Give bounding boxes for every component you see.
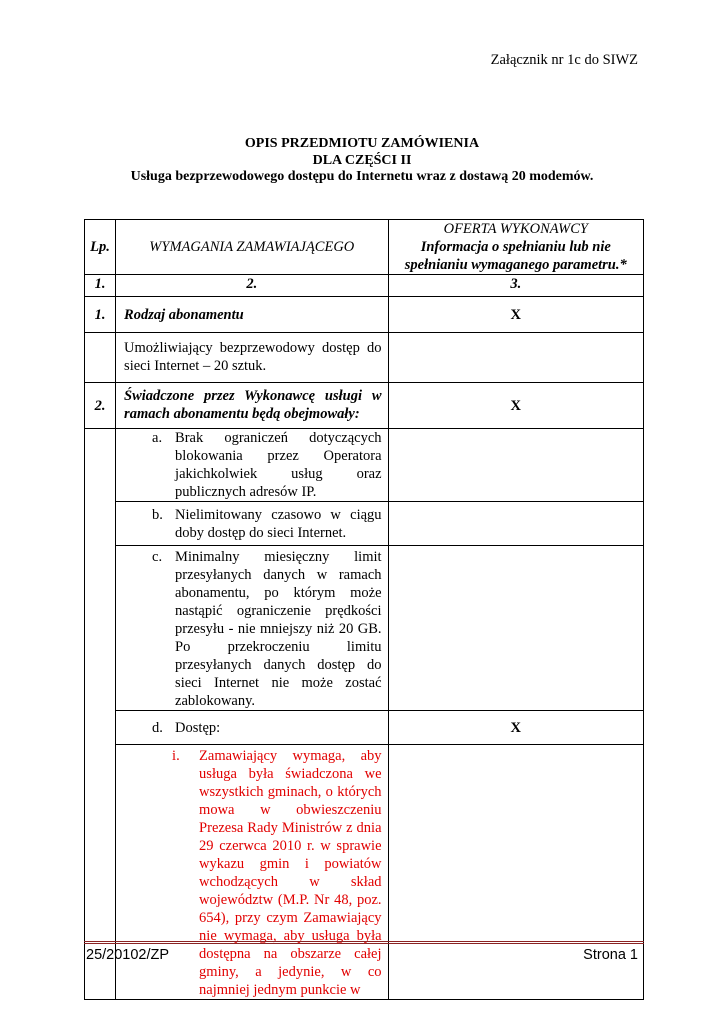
header-requirements: WYMAGANIA ZAMAWIAJĄCEGO [116,220,388,275]
table-row [85,502,644,546]
sub-item-a [116,429,388,502]
title-line-2: DLA CZĘŚCI II [312,152,412,168]
title-line-3: Usługa bezprzewodowego dostępu do Internetu wraz z dostawą 20 modemów. [130,169,594,184]
sub-item-d-mark: X [388,711,643,745]
table-row [85,429,644,502]
sub-item-b-marker: b. [152,507,163,523]
table-row [85,297,644,333]
row2-label: Świadczone przez Wykonawcę usługi w ramach abonamentu będą obejmowały: [116,383,388,429]
sub-item-c-text: Minimalny miesięczny limit przesyłanych danych w ramach abonamentu, po którym może nastąpić ograniczenie prędkości przesyłu - nie mniejszy niż 20 GB. Po przekroczeniu limitu przesyłanych danych dostęp do sieci Internet nie może zostać zablokowany. [175,549,382,709]
footer-page-number: Strona 1 [583,947,638,963]
sub-item-d-text: Dostęp: [175,719,221,736]
sub-item-c-answer[interactable] [388,546,643,711]
sub-item-b-text: Nielimitowany czasowo w ciągu doby dostęp do sieci Internet. [175,507,382,541]
table-header-row [85,220,644,275]
header-lp: Lp. [85,220,116,275]
table-row [85,546,644,711]
table-row [85,383,644,429]
document-title [80,136,644,186]
header-offer-title: OFERTA WYKONAWCY [443,221,588,237]
sub-item-i-text: Zamawiający wymaga, aby usługa była świadczona we wszystkich gminach, o których mowa w obwieszczeniu Prezesa Rady Ministrów z dnia 29 czerwca 2010 r. w sprawie wykazu gmin i powiatów wchodzących w skład województw (M.P. Nr 48, poz. 654), przy czym Zamawiający nie wymaga, aby usługa była dostępna na obszarze całej gminy, a jedynie, w co najmniej jednym punkcie w [199,748,382,998]
col-number-3: 3. [388,275,643,297]
sub-item-c [116,546,388,711]
footer-divider [84,941,644,944]
table-row [85,711,644,745]
sub-item-b-answer[interactable] [388,502,643,546]
annex-label: Załącznik nr 1c do SIWZ [490,52,638,68]
col-number-1: 1. [85,275,116,297]
row1-detail: Umożliwiający bezprzewodowy dostęp do sieci Internet – 20 sztuk. [116,333,388,383]
row1-label: Rodzaj abonamentu [116,297,388,333]
sub-item-a-answer[interactable] [388,429,643,502]
column-numbers-row [85,275,644,297]
col-number-2: 2. [116,275,388,297]
sub-item-c-marker: c. [152,549,163,565]
sub-item-b [116,502,388,546]
footer-reference: 25/20102/ZP [86,947,170,963]
sub-item-d-marker: d. [152,719,163,736]
sub-item-i-marker: i. [172,748,180,764]
row1-mark: X [388,297,643,333]
sub-item-d [116,711,388,745]
header-offer-subtitle: Informacja o spełnianiu lub nie spełnianiu wymaganego parametru.* [404,239,627,273]
title-line-1: OPIS PRZEDMIOTU ZAMÓWIENIA [244,136,480,151]
requirements-table [84,219,644,1000]
row2-lp: 2. [85,383,116,429]
row2-mark: X [388,383,643,429]
row1-detail-answer[interactable] [388,333,643,383]
sub-item-a-marker: a. [152,430,163,446]
header-offer [388,220,643,275]
table-row [85,333,644,383]
row1-lp: 1. [85,297,116,333]
sub-item-a-text: Brak ograniczeń dotyczących blokowania przez Operatora jakichkolwiek usług oraz publicznych adresów IP. [175,430,382,500]
